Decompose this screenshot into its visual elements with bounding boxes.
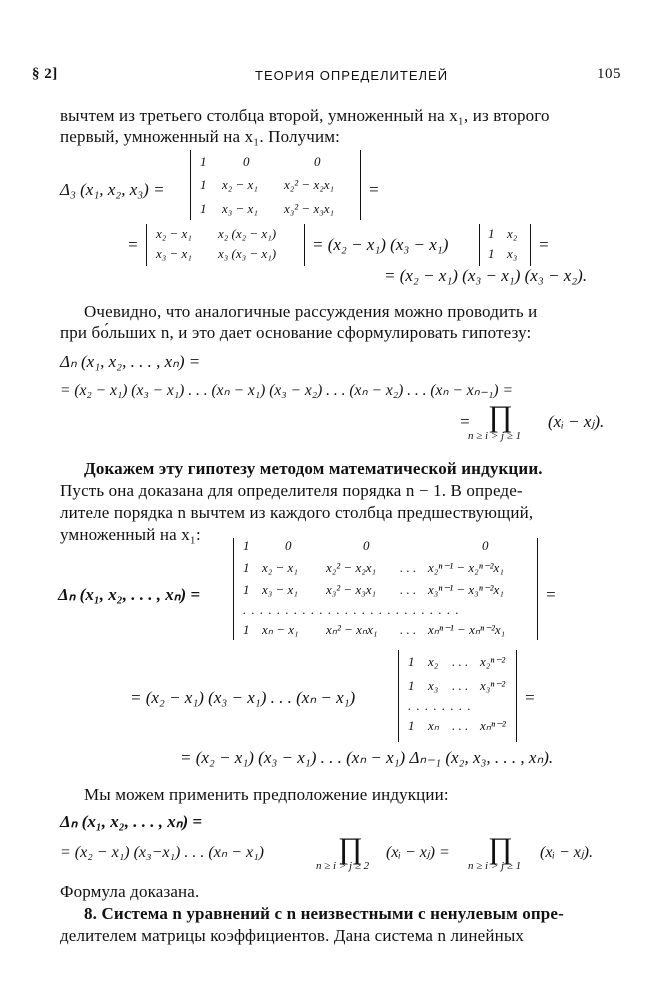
det-bar-right <box>304 224 305 266</box>
section-heading: 8. Система n уравнений с n неизвестными с ненулевым опре- <box>84 904 564 923</box>
eq-sign: = <box>545 585 557 604</box>
text-line: Формула доказана. <box>60 882 200 901</box>
text-line: Пусть она доказана для определителя порядка n − 1. В опреде- <box>60 481 523 500</box>
matrix-cell: x₂ⁿ⁻² <box>480 654 506 669</box>
text-line: Докажем эту гипотезу методом математической индукции. <box>84 459 543 478</box>
text-line: делителем матрицы коэффициентов. Дана система n линейных <box>60 926 525 945</box>
det-bar-right <box>537 538 538 640</box>
matrix-cell: x₃ − x₁ <box>262 582 298 597</box>
matrix-cell: 0 <box>285 538 292 553</box>
running-title: ТЕОРИЯ ОПРЕДЕЛИТЕЛЕЙ <box>255 68 449 83</box>
matrix-cell: 1 <box>408 718 415 733</box>
matrix-cell: 1 <box>243 538 250 553</box>
det-bar-left <box>233 538 234 640</box>
text-line: умноженный на x₁: <box>60 525 201 544</box>
product-symbol: ∏ <box>488 400 513 433</box>
matrix-cell: 1 <box>243 560 250 575</box>
section-marker: § 2] <box>32 66 58 82</box>
matrix-dots: . . . . . . . . . . . . . . . . . . . . . . . . . . <box>243 602 460 617</box>
matrix-cell: x₂ − x₁ <box>262 560 298 575</box>
det-bar-right <box>360 150 361 220</box>
text-line: при бо́льших n, и это дает основание сформулировать гипотезу: <box>60 323 532 342</box>
eq-sign: = <box>538 235 550 254</box>
matrix-cell: 0 <box>482 538 489 553</box>
matrix-cell: x₂² − x₂x₁ <box>326 560 377 575</box>
eq-expression: (xᵢ − xⱼ). <box>548 412 605 431</box>
matrix-cell: x₂ (x₂ − x₁) <box>218 226 277 241</box>
text-line: Очевидно, что аналогичные рассуждения можно проводить и <box>84 302 538 321</box>
matrix-cell: 1 <box>243 582 250 597</box>
matrix-cell: x₃ <box>507 246 518 261</box>
det-bar-right <box>516 650 517 742</box>
matrix-cell: x₃ <box>428 678 439 693</box>
det-bar-left <box>146 224 147 266</box>
eq-lhs: Δₙ (x₁, x₂, . . . , xₙ) = <box>60 812 203 831</box>
matrix-cell: x₃ (x₃ − x₁) <box>218 246 277 261</box>
product-symbol: ∏ <box>338 832 363 865</box>
eq-sign: = <box>127 235 139 254</box>
matrix-cell: 1 <box>243 622 250 637</box>
matrix-dots: . . . . . . . . <box>408 698 472 713</box>
product-subscript: n ≥ i > j ≥ 1 <box>468 430 522 442</box>
eq-expression: = (x₂ − x₁) (x₃ − x₁) . . . (xₙ − x₁) Δₙ₋₁ (x₂, x₃, . . . , xₙ). <box>180 748 554 767</box>
matrix-cell: 0 <box>243 154 250 169</box>
eq-expression: = (x₂ − x₁) (x₃ − x₁) . . . (xₙ − x₁) (x₃ − x₂) . . . (xₙ − x₂) . . . (xₙ − xₙ₋₁) = <box>60 382 513 399</box>
matrix-cell: 1 <box>408 654 415 669</box>
product-symbol: ∏ <box>488 832 513 865</box>
det-bar-left <box>398 650 399 742</box>
text-line: первый, умноженный на x₁. Получим: <box>60 127 341 146</box>
eq-expression: = (x₂ − x₁) (x₃−x₁) . . . (xₙ − x₁) <box>60 844 264 861</box>
eq-expression: (xᵢ − xⱼ). <box>540 844 593 861</box>
det-bar-left <box>479 224 480 266</box>
det-bar-left <box>190 150 191 220</box>
matrix-cell: xₙ² − xₙx₁ <box>326 622 378 637</box>
product-subscript: n ≥ i > j ≥ 1 <box>468 860 522 872</box>
matrix-cell: 0 <box>314 154 321 169</box>
text-line: лителе порядка n вычтем из каждого столбца предшествующий, <box>60 503 534 522</box>
eq-sign: = <box>368 180 380 199</box>
matrix-cell: x₂² − x₂x₁ <box>284 177 335 192</box>
matrix-cell: xₙⁿ⁻² <box>480 718 506 733</box>
eq-lhs: Δₙ (x₁, x₂, . . . , xₙ) = <box>60 352 201 371</box>
det-bar-right <box>530 224 531 266</box>
matrix-cell: 1 <box>488 246 495 261</box>
page-number: 105 <box>597 66 621 82</box>
matrix-cell: x₂ − x₁ <box>222 177 258 192</box>
eq-lhs: Δₙ (x₁, x₂, . . . , xₙ) = <box>58 585 201 604</box>
matrix-cell: x₃ⁿ⁻¹ − x₃ⁿ⁻²x₁ <box>428 582 504 597</box>
matrix-cell: 1 <box>408 678 415 693</box>
eq-expression: = (x₂ − x₁) (x₃ − x₁) (x₃ − x₂). <box>384 266 588 285</box>
matrix-cell: 1 <box>200 154 207 169</box>
eq-lhs: Δ₃ (x₁, x₂, x₃) = <box>60 180 165 199</box>
matrix-cell: . . . <box>400 560 417 575</box>
text-line: вычтем из третьего столбца второй, умноженный на x₁, из второго <box>60 106 550 125</box>
matrix-cell: x₃ − x₁ <box>156 246 192 261</box>
matrix-cell: xₙⁿ⁻¹ − xₙⁿ⁻²x₁ <box>428 622 506 637</box>
matrix-cell: x₂ <box>507 226 518 241</box>
matrix-cell: . . . <box>452 654 469 669</box>
eq-expression: = (x₂ − x₁) (x₃ − x₁) . . . (xₙ − x₁) <box>130 688 356 707</box>
matrix-cell: 0 <box>363 538 370 553</box>
matrix-cell: x₃² − x₃x₁ <box>326 582 377 597</box>
product-subscript: n ≥ i > j ≥ 2 <box>316 860 370 872</box>
eq-expression: (xᵢ − xⱼ) = <box>386 844 450 861</box>
matrix-cell: . . . <box>400 622 417 637</box>
eq-expression: = (x₂ − x₁) (x₃ − x₁) <box>312 235 449 254</box>
matrix-cell: 1 <box>488 226 495 241</box>
matrix-cell: x₂ <box>428 654 439 669</box>
matrix-cell: . . . <box>452 678 469 693</box>
matrix-cell: xₙ − x₁ <box>262 622 299 637</box>
matrix-cell: 1 <box>200 201 207 216</box>
eq-sign: = <box>459 412 471 431</box>
matrix-cell: x₃ⁿ⁻² <box>480 678 506 693</box>
matrix-cell: . . . <box>400 582 417 597</box>
matrix-cell: x₂ − x₁ <box>156 226 192 241</box>
matrix-cell: x₂ⁿ⁻¹ − x₂ⁿ⁻²x₁ <box>428 560 504 575</box>
matrix-cell: x₃² − x₃x₁ <box>284 201 335 216</box>
matrix-cell: 1 <box>200 177 207 192</box>
matrix-cell: . . . <box>452 718 469 733</box>
matrix-cell: x₃ − x₁ <box>222 201 258 216</box>
text-line: Мы можем применить предположение индукции: <box>84 785 449 804</box>
matrix-cell: xₙ <box>428 718 439 733</box>
eq-sign: = <box>524 688 536 707</box>
